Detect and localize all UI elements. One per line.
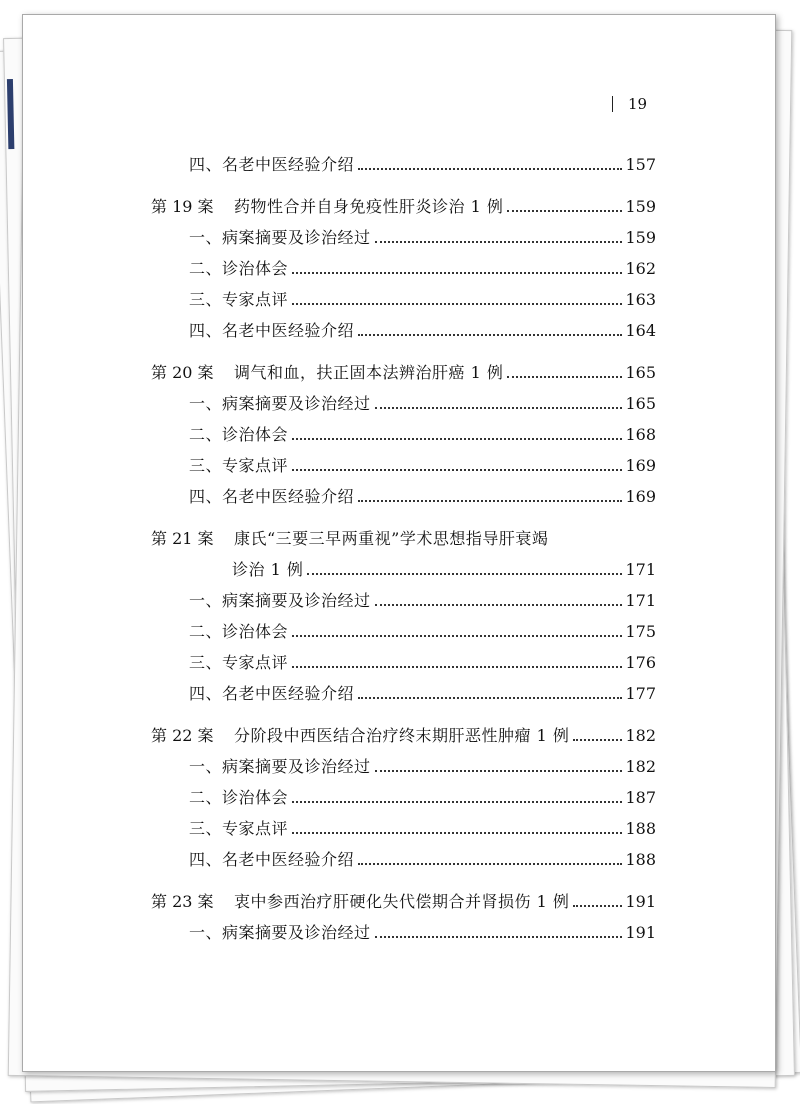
toc-entry-page: 164: [625, 321, 656, 340]
toc-entry-label: 药物性合并自身免疫性肝炎诊治 1 例: [234, 197, 504, 216]
dot-leader: [358, 697, 622, 699]
dot-leader: [358, 500, 622, 502]
toc-entry-page: 159: [625, 197, 656, 216]
toc-entry-page: 168: [625, 425, 656, 444]
toc-entry-page: 159: [625, 228, 656, 247]
toc-entry-label: 诊治 1 例: [232, 560, 304, 579]
page-number: 19: [628, 95, 648, 113]
dot-leader: [507, 376, 622, 378]
toc-entry[interactable]: [189, 290, 656, 310]
dot-leader: [375, 604, 623, 606]
toc-entry-label: 二、诊治体会: [189, 788, 289, 807]
toc-entry-label: 四、名老中医经验介绍: [189, 321, 355, 340]
toc-entry[interactable]: [189, 228, 656, 248]
toc-entry-page: 182: [625, 726, 656, 745]
toc-entry-page: 157: [625, 155, 656, 174]
toc-entry-page: 176: [625, 653, 656, 672]
toc-entry-label: 衷中参西治疗肝硬化失代偿期合并肾损伤 1 例: [234, 892, 570, 911]
toc-entry-page: 171: [625, 591, 656, 610]
toc-entry[interactable]: [189, 259, 656, 279]
toc-entry-label: 四、名老中医经验介绍: [189, 850, 355, 869]
toc-entry-label: 三、专家点评: [189, 456, 289, 475]
toc-entry-label: 三、专家点评: [189, 290, 289, 309]
toc-entry-page: 182: [625, 757, 656, 776]
toc-entry[interactable]: [189, 653, 656, 673]
dot-leader: [292, 635, 622, 637]
toc-entry-label: 四、名老中医经验介绍: [189, 487, 355, 506]
toc-entry[interactable]: [189, 819, 656, 839]
document-page: [22, 14, 776, 1072]
toc-entry-page: 188: [625, 850, 656, 869]
toc-entry[interactable]: [189, 591, 656, 611]
toc-entry[interactable]: [189, 684, 656, 704]
toc-case-entry[interactable]: [151, 363, 656, 383]
case-number: 第 21 案: [151, 529, 214, 548]
dot-leader: [375, 407, 623, 409]
dot-leader: [573, 739, 622, 741]
toc-entry[interactable]: [189, 394, 656, 414]
toc-entry-page: 171: [625, 560, 656, 579]
toc-entry-page: 191: [625, 923, 656, 942]
dot-leader: [358, 168, 622, 170]
toc-entry-label: 调气和血，扶正固本法辨治肝癌 1 例: [234, 363, 504, 382]
toc-entry[interactable]: [189, 425, 656, 445]
dot-leader: [292, 666, 622, 668]
toc-entry-page: 169: [625, 456, 656, 475]
toc-entry-label: 一、病案摘要及诊治经过: [189, 591, 371, 610]
toc-entry-label: 一、病案摘要及诊治经过: [189, 228, 371, 247]
toc-entry[interactable]: [189, 757, 656, 777]
toc-entry-page: 187: [625, 788, 656, 807]
dot-leader: [292, 438, 622, 440]
toc-entry-label: 康氏“三要三早两重视”学术思想指导肝衰竭: [234, 529, 549, 548]
toc-entry-label: 二、诊治体会: [189, 622, 289, 641]
toc-entry-page: 177: [625, 684, 656, 703]
dot-leader: [292, 469, 622, 471]
toc-entry[interactable]: [189, 456, 656, 476]
toc-entry-label: 四、名老中医经验介绍: [189, 155, 355, 174]
toc-entry[interactable]: [189, 788, 656, 808]
toc-entry-page: 165: [625, 394, 656, 413]
toc-entry-label: 二、诊治体会: [189, 425, 289, 444]
toc-entry-label: 分阶段中西医结合治疗终末期肝恶性肿瘤 1 例: [234, 726, 570, 745]
toc-case-entry[interactable]: [151, 529, 548, 549]
toc-case-entry[interactable]: [151, 726, 656, 746]
dot-leader: [292, 272, 622, 274]
toc-entry-label: 二、诊治体会: [189, 259, 289, 278]
toc-entry-label: 一、病案摘要及诊治经过: [189, 394, 371, 413]
toc-entry[interactable]: [189, 923, 656, 943]
toc-entry-page: 188: [625, 819, 656, 838]
toc-entry-label: 三、专家点评: [189, 819, 289, 838]
case-number: 第 20 案: [151, 363, 214, 382]
dot-leader: [375, 770, 623, 772]
toc-entry-label: 一、病案摘要及诊治经过: [189, 923, 371, 942]
toc-entry-page: 169: [625, 487, 656, 506]
toc-entry-page: 165: [625, 363, 656, 382]
dot-leader: [507, 210, 622, 212]
page-header: [610, 95, 670, 119]
case-number: 第 22 案: [151, 726, 214, 745]
header-rule: [612, 96, 613, 112]
toc-entry-page: 191: [625, 892, 656, 911]
toc-entry-label: 一、病案摘要及诊治经过: [189, 757, 371, 776]
case-number: 第 23 案: [151, 892, 214, 911]
dot-leader: [375, 241, 623, 243]
toc-entry[interactable]: [189, 622, 656, 642]
toc-entry-page: 163: [625, 290, 656, 309]
dot-leader: [307, 573, 622, 575]
dot-leader: [292, 801, 622, 803]
toc-case-entry[interactable]: [151, 892, 656, 912]
dot-leader: [292, 303, 622, 305]
dot-leader: [292, 832, 622, 834]
dot-leader: [573, 905, 622, 907]
toc-entry-page: 175: [625, 622, 656, 641]
toc-entry[interactable]: [189, 321, 656, 341]
toc-case-entry[interactable]: [151, 197, 656, 217]
toc-entry[interactable]: [189, 155, 656, 175]
toc-entry[interactable]: [189, 487, 656, 507]
case-number: 第 19 案: [151, 197, 214, 216]
toc-entry-continuation[interactable]: [232, 560, 656, 580]
dot-leader: [358, 334, 622, 336]
toc-entry-page: 162: [625, 259, 656, 278]
dot-leader: [375, 936, 623, 938]
toc-entry-label: 四、名老中医经验介绍: [189, 684, 355, 703]
dot-leader: [358, 863, 622, 865]
toc-entry-label: 三、专家点评: [189, 653, 289, 672]
toc-entry[interactable]: [189, 850, 656, 870]
